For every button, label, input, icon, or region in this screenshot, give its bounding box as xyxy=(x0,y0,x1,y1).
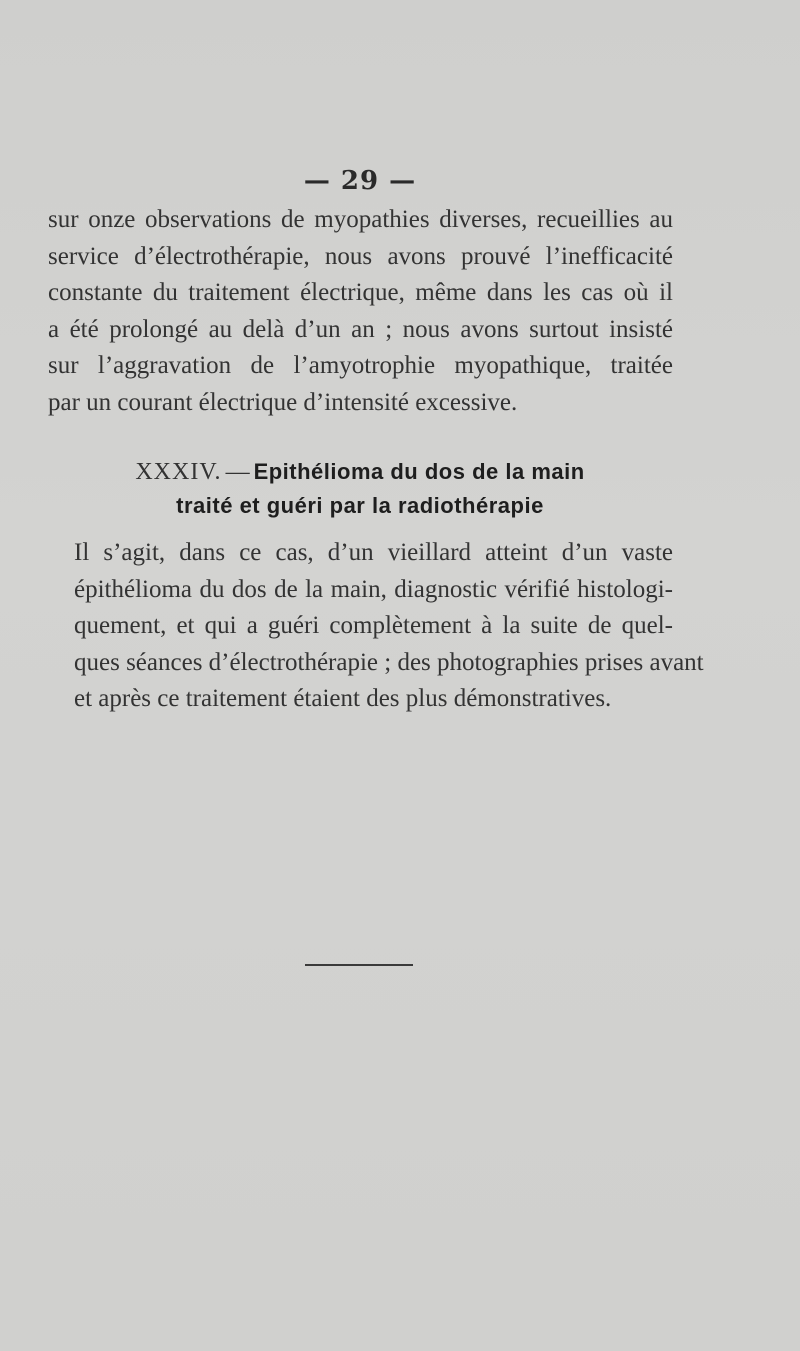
text-line: Il s’agit, dans ce cas, d’un vieillard atteint d’un vaste xyxy=(74,539,673,566)
text-line: sur l’aggravation de l’amyotrophie myopathique, traitée xyxy=(48,352,673,379)
section-title-part-1: Epithélioma du dos de la main xyxy=(253,459,585,484)
section-heading-line-2 xyxy=(0,490,720,524)
text-line: quement, et qui a guéri complètement à la suite de quel- xyxy=(74,612,673,639)
text-line: constante du traitement électrique, même dans les cas où il xyxy=(48,279,673,306)
paragraph-observations xyxy=(48,202,673,421)
page-number: — 29 — xyxy=(303,166,417,196)
text-line: épithélioma du dos de la main, diagnostic vérifié histologi- xyxy=(74,575,673,603)
paragraph-case-description xyxy=(48,535,704,718)
section-heading xyxy=(0,456,720,524)
text-line: et après ce traitement étaient des plus démonstratives. xyxy=(74,685,612,712)
text-line: a été prolongé au delà d’un an ; nous avons surtout insisté xyxy=(48,315,673,343)
text-line: par un courant électrique d’intensité excessive. xyxy=(48,388,518,416)
text-line: sur onze observations de myopathies diverses, recueillies au xyxy=(48,206,673,233)
section-title-part-2: traité et guéri par la radiothérapie xyxy=(176,493,544,518)
section-heading-line-1 xyxy=(0,456,720,490)
section-dash: — xyxy=(225,459,250,485)
text-line: ques séances d’électrothérapie ; des photographies prises avant xyxy=(74,648,704,676)
text-line: service d’électrothérapie, nous avons prouvé l’inefficacité xyxy=(48,242,673,270)
section-number: XXXIV. xyxy=(135,459,222,485)
end-rule-divider xyxy=(305,964,413,966)
